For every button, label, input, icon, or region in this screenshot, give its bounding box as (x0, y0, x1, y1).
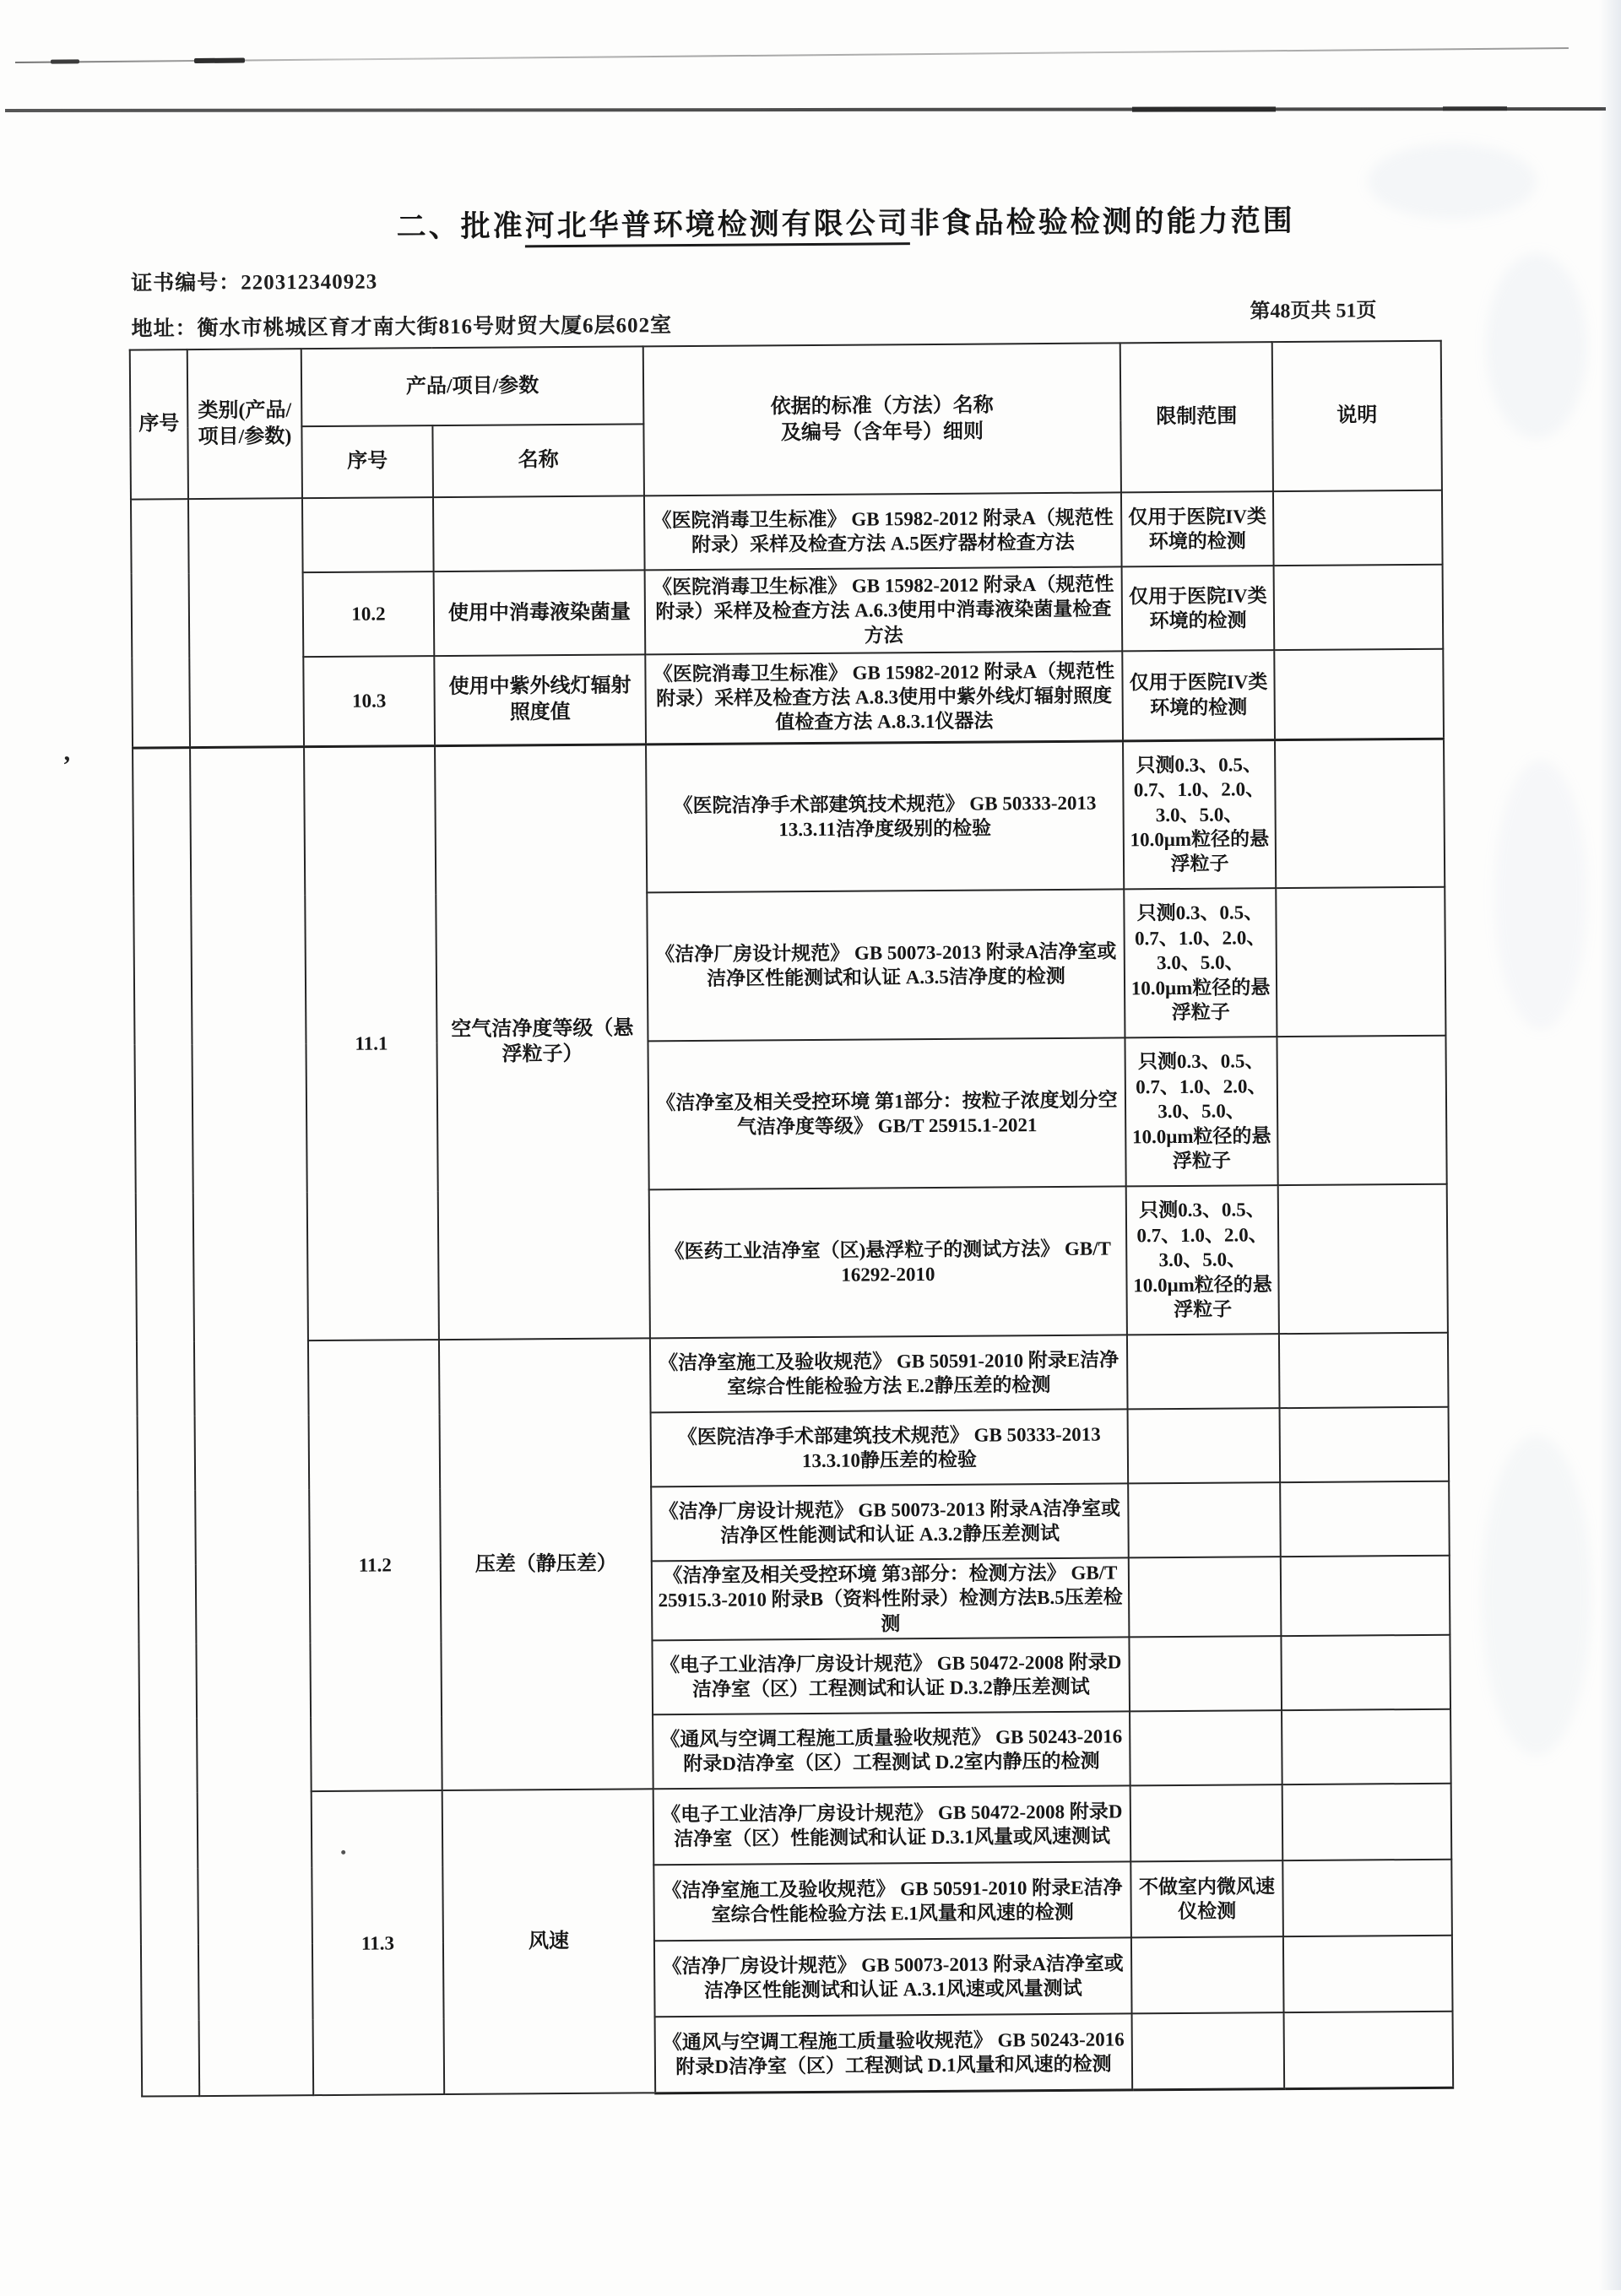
category-column-empty-cell (188, 498, 304, 747)
product-seq-cell: 10.3 (303, 656, 435, 746)
header-standard: 依据的标准（方法）名称 及编号（含年号）细则 (643, 343, 1121, 495)
table-row (132, 565, 1444, 658)
limit-scope-cell (1130, 1784, 1283, 1861)
limit-scope-cell: 仅用于医院IV类环境的检测 (1121, 491, 1274, 566)
product-seq-cell: 11.2 (308, 1340, 442, 1791)
header-product-group: 产品/项目/参数 (301, 346, 644, 426)
limit-scope-cell (1127, 1334, 1280, 1409)
limit-scope-cell (1128, 1482, 1281, 1557)
standard-method-cell: 《电子工业洁净厂房设计规范》 GB 50472-2008 附录D洁净室（区）性能测试和认证 D.3.1风量或风速测试 (653, 1786, 1131, 1866)
capability-scope-table (129, 340, 1454, 2098)
certificate-number-line (131, 265, 377, 297)
table-row (131, 490, 1443, 574)
certificate-number-label: 证书编号： (131, 271, 241, 295)
standard-method-cell: 《洁净室施工及验收规范》 GB 50591-2010 附录E洁净室综合性能检验方法 E.2静压差的检测 (650, 1335, 1128, 1412)
seq-column-empty-cell (131, 499, 190, 747)
standard-method-cell: 《通风与空调工程施工质量验收规范》 GB 50243-2016 附录D洁净室（区）工程测试 D.1风量和风速的检测 (655, 2014, 1133, 2093)
limit-scope-cell (1131, 1936, 1284, 2013)
standard-method-cell: 《洁净厂房设计规范》 GB 50073-2013 附录A洁净室或洁净区性能测试和认证 A.3.5洁净度的检测 (647, 889, 1125, 1041)
limit-scope-cell (1129, 1557, 1282, 1638)
note-cell (1279, 1333, 1449, 1408)
document-title (0, 195, 1621, 249)
standard-method-cell: 《医院消毒卫生标准》 GB 15982-2012 附录A（规范性附录）采样及检查方法 A.8.3使用中紫外线灯辐射照度值检查方法 A.8.3.1仪器法 (645, 651, 1123, 744)
table-row (133, 739, 1445, 896)
table-row (140, 1784, 1452, 1869)
product-seq-cell: 11.3 (312, 1790, 445, 2095)
header-product-name: 名称 (432, 424, 644, 497)
header-category: 类别(产品/项目/参数) (187, 349, 302, 499)
product-name-cell: 使用中消毒液染菌量 (434, 570, 646, 656)
product-seq-cell (302, 497, 434, 572)
limit-scope-cell: 只测0.3、0.5、0.7、1.0、2.0、3.0、5.0、10.0μm粒径的悬浮粒子 (1125, 1037, 1277, 1186)
table-row (137, 1333, 1449, 1416)
standard-method-cell: 《医院消毒卫生标准》 GB 15982-2012 附录A（规范性附录）采样及检查方法 A.5医疗器材检查方法 (644, 492, 1122, 570)
standard-method-cell: 《医院洁净手术部建筑技术规范》 GB 50333-2013 13.3.11洁净度级别的检验 (646, 740, 1124, 892)
limit-scope-cell: 不做室内微风速仪检测 (1130, 1860, 1283, 1937)
header-product-seq: 序号 (301, 425, 433, 498)
address-label: 地址： (131, 317, 198, 341)
header-seq: 序号 (130, 349, 188, 499)
standard-method-cell: 《洁净室施工及验收规范》 GB 50591-2010 附录E洁净室综合性能检验方法 E.1风量和风速的检测 (653, 1862, 1131, 1941)
note-cell (1274, 649, 1444, 739)
note-cell (1280, 1481, 1450, 1557)
limit-scope-cell: 只测0.3、0.5、0.7、1.0、2.0、3.0、5.0、10.0μm粒径的悬浮粒子 (1124, 888, 1277, 1037)
standard-method-cell: 《医药工业洁净室（区)悬浮粒子的测试方法》 GB/T 16292-2010 (649, 1186, 1127, 1338)
title-company-name-underlined: 河北华普环境检测有限公司 (525, 207, 910, 247)
note-cell (1273, 490, 1443, 566)
product-seq-cell: 10.2 (303, 571, 435, 657)
note-cell (1276, 887, 1445, 1037)
scan-stray-dot (341, 1850, 345, 1855)
table-row (132, 649, 1444, 748)
standard-method-cell: 《洁净厂房设计规范》 GB 50073-2013 附录A洁净室或洁净区性能测试和认证 A.3.1风速或风量测试 (654, 1938, 1132, 2017)
product-seq-cell: 11.1 (304, 745, 439, 1340)
header-limit: 限制范围 (1120, 342, 1273, 492)
limit-scope-cell: 只测0.3、0.5、0.7、1.0、2.0、3.0、5.0、10.0μm粒径的悬浮粒子 (1123, 739, 1276, 889)
limit-scope-cell (1129, 1636, 1282, 1711)
title-prefix: 二、批准 (396, 209, 525, 244)
product-name-cell (433, 495, 645, 571)
note-cell (1280, 1407, 1450, 1482)
address-value: 衡水市桃城区育才南大街816号财贸大厦6层602室 (197, 314, 673, 341)
limit-scope-cell: 仅用于医院IV类环境的检测 (1122, 650, 1275, 740)
standard-method-cell: 《医院洁净手术部建筑技术规范》 GB 50333-2013 13.3.10静压差的检验 (651, 1409, 1129, 1486)
note-cell (1275, 739, 1445, 888)
product-name-cell: 使用中紫外线灯辐射照度值 (434, 654, 646, 745)
note-cell (1282, 1860, 1452, 1936)
standard-method-cell: 《电子工业洁净厂房设计规范》 GB 50472-2008 附录D洁净室（区）工程测试和认证 D.3.2静压差测试 (652, 1638, 1130, 1715)
title-suffix: 非食品检验检测的能力范围 (909, 203, 1295, 241)
scan-stray-mark: ’ (62, 751, 72, 780)
category-column-empty-cell (190, 746, 313, 2096)
product-name-cell: 空气洁净度等级（悬浮粒子） (435, 744, 650, 1340)
note-cell (1274, 565, 1444, 650)
note-cell (1281, 1556, 1450, 1637)
limit-scope-cell (1128, 1408, 1281, 1483)
table-header-row-1 (130, 341, 1442, 428)
note-cell (1283, 1936, 1453, 2012)
limit-scope-cell (1132, 2012, 1285, 2089)
note-cell (1281, 1635, 1450, 1710)
note-cell (1282, 1784, 1452, 1860)
standard-method-cell: 《通风与空调工程施工质量验收规范》 GB 50243-2016 附录D洁净室（区）工程测试 D.2室内静压的检测 (653, 1712, 1130, 1790)
limit-scope-cell: 仅用于医院IV类环境的检测 (1122, 566, 1275, 651)
header-note: 说明 (1272, 341, 1442, 491)
product-name-cell: 压差（静压差） (439, 1338, 653, 1790)
standard-method-cell: 《洁净室及相关受控环境 第3部分：检测方法》 GB/T 25915.3-2010 附录B（资料性附录）检测方法B.5压差检测 (652, 1557, 1130, 1640)
certificate-number-value: 220312340923 (241, 270, 378, 295)
address-line (131, 308, 672, 342)
limit-scope-cell: 只测0.3、0.5、0.7、1.0、2.0、3.0、5.0、10.0μm粒径的悬浮粒子 (1126, 1185, 1279, 1335)
note-cell (1278, 1184, 1448, 1334)
standard-method-cell: 《洁净室及相关受控环境 第1部分：按粒子浓度划分空气洁净度等级》 GB/T 25915.1-2021 (648, 1037, 1125, 1189)
product-name-cell: 风速 (442, 1790, 656, 2095)
limit-scope-cell (1130, 1710, 1282, 1785)
page-indicator: 第48页共 51页 (1250, 300, 1377, 323)
seq-column-empty-cell (133, 747, 199, 2097)
note-cell (1284, 2012, 1454, 2088)
note-cell (1282, 1709, 1451, 1784)
standard-method-cell: 《洁净厂房设计规范》 GB 50073-2013 附录A洁净室或洁净区性能测试和认证 A.3.2静压差测试 (651, 1483, 1129, 1561)
note-cell (1277, 1036, 1446, 1185)
standard-method-cell: 《医院消毒卫生标准》 GB 15982-2012 附录A（规范性附录）采样及检查方法 A.6.3使用中消毒液染菌量检查方法 (645, 566, 1123, 654)
